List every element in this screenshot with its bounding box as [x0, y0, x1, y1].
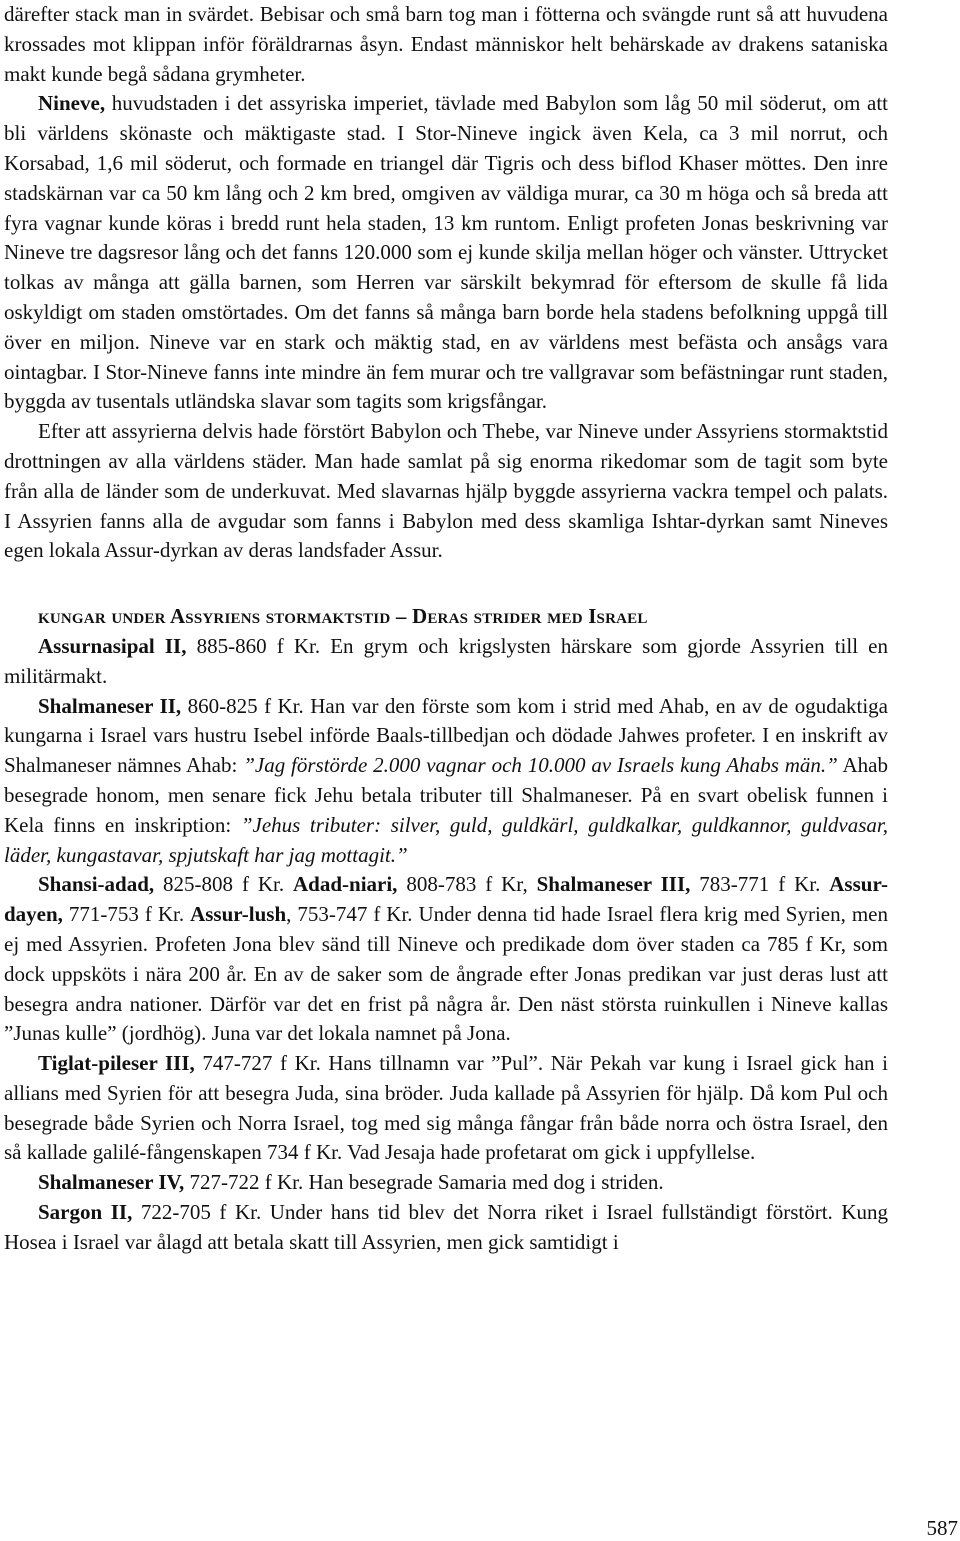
king-name: Sargon II, [38, 1200, 133, 1225]
entry-shalmaneser-iv: Shalmaneser IV, 727-722 f Kr. Han besegrade Samaria med dog i striden. [38, 1170, 664, 1195]
entry-sargon: Sargon II, 722-705 f Kr. Under hans tid blev det Norra riket i Israel fullständigt förstört. Kung Hosea i Israel var ålagd att betala skatt till Assyrien, men gick samtidigt i [4, 1200, 888, 1254]
king-name: Tiglat-pileser III, [38, 1051, 195, 1076]
paragraph-1: därefter stack man in svärdet. Bebisar och små barn tog man i fötterna och svängde runt så att huvudena krossades mot klippan inför föräldrarnas åsyn. Endast människor helt behärskade av drakens sataniska makt kunde begå sådana grymheter. [4, 2, 888, 86]
quote-obelisk: ”Jehus tributer: silver, guld, guldkärl, guldkalkar, guldkannor, guldvasar, läder, kungastavar, spjutskaft har jag mottagit.” [4, 812, 888, 867]
king-name: Assur-lush [190, 902, 287, 927]
king-name: Assur-dayen, [4, 872, 888, 927]
king-name: Assurnasipal II, [38, 633, 187, 658]
paragraph-assyria-capital: Efter att assyrierna delvis hade förstört Babylon och Thebe, var Nineve under Assyriens stormaktstid drottningen av alla världens städer. Man hade samlat på sig enorma rikedomar som de tagit som byte från alla de länder som de underkuvat. Med slavarnas hjälp byggde assyrierna vackra tempel och palats. I Assyrien fanns alla de avgudar som fanns i Babylon med dess skamliga Ishtar-dyrkan samt Nineves egen lokala Assur-dyrkan av deras landsfader Assur. [4, 419, 888, 563]
entry-shalmaneser-ii: Shalmaneser II, 860-825 f Kr. Han var den förste som kom i strid med Ahab, en av de ogudaktiga kungarna i Israel vars hustru Isebel införde Baals-tillbedjan och dödade Jahwes profeter. I en inskrift av Shalmaneser nämnes Ahab: ”Jag förstörde 2.000 vagnar och 10.000 av Israels kung Ahabs män.” Ahab besegrade honom, men senare fick Jehu betala tributer till Shalmaneser. På en svart obelisk funnen i Kela finns en inskription: ”Jehus tributer: silver, guld, guldkärl, guldkalkar, guldkannor, guldvasar, läder, kungastavar, spjutskaft har jag mottagit.” [4, 693, 889, 867]
page-number: 587 [926, 1516, 958, 1540]
king-name: Shalmaneser II, [38, 693, 182, 718]
quote-inscription: ”Jag förstörde 2.000 vagnar och 10.000 av Israels kung Ahabs män.” [243, 753, 838, 778]
term-nineve: Nineve, [38, 91, 106, 116]
paragraph-nineve: Nineve, huvudstaden i det assyriska imperiet, tävlade med Babylon som låg 50 mil söderut, om att bli världens skönaste och mäktigaste stad. I Stor-Nineve ingick även Kela, ca 3 mil norrut, och Korsabad, 1,6 mil söderut, och formade en triangel där Tigris och dess biflod Khaser möttes. Den inre stadskärnan var ca 50 km lång och 2 km bred, omgiven av väldiga murar, ca 30 m höga och så breda att fyra vagnar kunde köras i bredd runt hela staden, 13 km runtom. Enligt profeten Jonas beskrivning var Nineve tre dagsresor lång och det fanns 120.000 som ej kunde skilja mellan höger och vänster. Uttrycket tolkas av många att gälla barnen, som Herren var särskilt bekymrad för eftersom de skulle få lida oskyldigt om staden omstörtades. Om det fanns så många barn borde hela stadens befolkning uppgå till över en miljon. Nineve var en stark och mäktig stad, en av världens mest befästa och ansågs vara ointagbar. I Stor-Nineve fanns inte mindre än fem murar och tre vallgravar som befästningar runt staden, byggda av tusentals utländska slavar som tagits som krigsfångar. [4, 91, 888, 414]
entry-assurnasipal: Assurnasipal II, 885-860 f Kr. En grym och krigslysten härskare som gjorde Assyrien till en militärmakt. [4, 633, 889, 688]
section-heading: kungar under Assyriens stormaktstid – Deras strider med Israel [38, 604, 648, 629]
king-name: Adad-niari, [293, 872, 398, 897]
document-body [4, 0, 888, 1258]
king-name: Shalmaneser IV, [38, 1170, 185, 1195]
entry-tiglat-pileser: Tiglat-pileser III, 747-727 f Kr. Hans tillnamn var ”Pul”. När Pekah var kung i Israel gick han i allians med Syrien för att besegra Juda, sina bröder. Juda kallade på Assyrien för hjälp. Då kom Pul och besegrade både Syrien och Norra Israel, tog med sig många fångar från både norra och östra Israel, den så kallade galilé-fångenskapen 734 f Kr. Vad Jesaja hade profetarat om gick i uppfyllelse. [4, 1051, 888, 1165]
entry-kings-list: Shansi-adad, 825-808 f Kr. Adad-niari, 808-783 f Kr, Shalmaneser III, 783-771 f Kr. Assur-dayen, 771-753 f Kr. Assur-lush, 753-747 f Kr. Under denna tid hade Israel flera krig med Syrien, men ej med Assyrien. Profeten Jona blev sänd till Nineve och predikade dom över staden ca 785 f Kr, som dock uppsköts i nära 200 år. En av de saker som de ångrade efter Jonas predikan var just deras lust att besegra andra nationer. Därför var det en frist på några år. Den näst största ruinkullen i Nineve kallas ”Junas kulle” (jordhög). Juna var det lokala namnet på Jona. [4, 872, 888, 1046]
king-name: Shalmaneser III, [536, 872, 691, 897]
king-name: Shansi-adad, [38, 872, 155, 897]
